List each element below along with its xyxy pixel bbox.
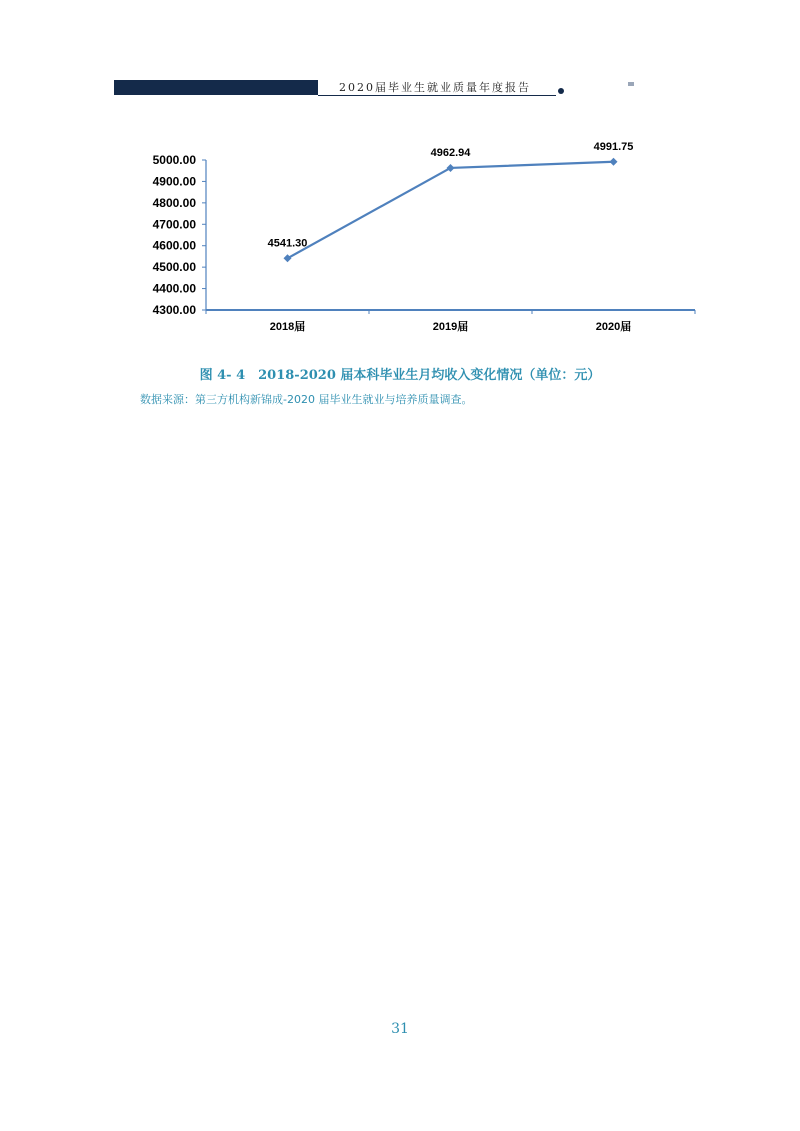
series-line — [288, 162, 614, 259]
income-line-chart — [130, 130, 710, 340]
header-title: 2020届毕业生就业质量年度报告 — [339, 81, 531, 94]
y-tick-label: 4600.00 — [152, 238, 196, 253]
header-mark-decoration — [628, 82, 634, 86]
data-label: 4991.75 — [593, 140, 634, 153]
x-tick-label: 2020届 — [595, 321, 632, 333]
figure-caption: 图 4- 4 2018-2020 届本科毕业生月均收入变化情况（单位：元） — [199, 368, 601, 383]
y-tick-label: 4900.00 — [152, 174, 196, 189]
series — [268, 141, 634, 263]
data-point-marker — [610, 158, 618, 166]
y-tick-label: 4300.00 — [152, 303, 196, 317]
data-source-note: 数据来源：第三方机构新锦成-2020 届毕业生就业与培养质量调查。 — [140, 393, 473, 406]
x-tick-label: 2019届 — [432, 321, 469, 333]
y-tick-label: 4500.00 — [152, 260, 196, 275]
y-tick-label: 4700.00 — [152, 217, 196, 232]
data-label: 4962.94 — [430, 146, 471, 159]
y-axis — [153, 153, 206, 317]
y-tick-label: 4400.00 — [152, 281, 196, 296]
page-number: 31 — [391, 1021, 409, 1037]
data-label: 4541.30 — [267, 237, 308, 250]
y-tick-label: 5000.00 — [152, 153, 196, 167]
y-tick-label: 4800.00 — [152, 195, 196, 210]
x-tick-label: 2018届 — [269, 321, 306, 333]
x-axis — [206, 310, 695, 333]
header-dot-decoration — [558, 88, 564, 94]
